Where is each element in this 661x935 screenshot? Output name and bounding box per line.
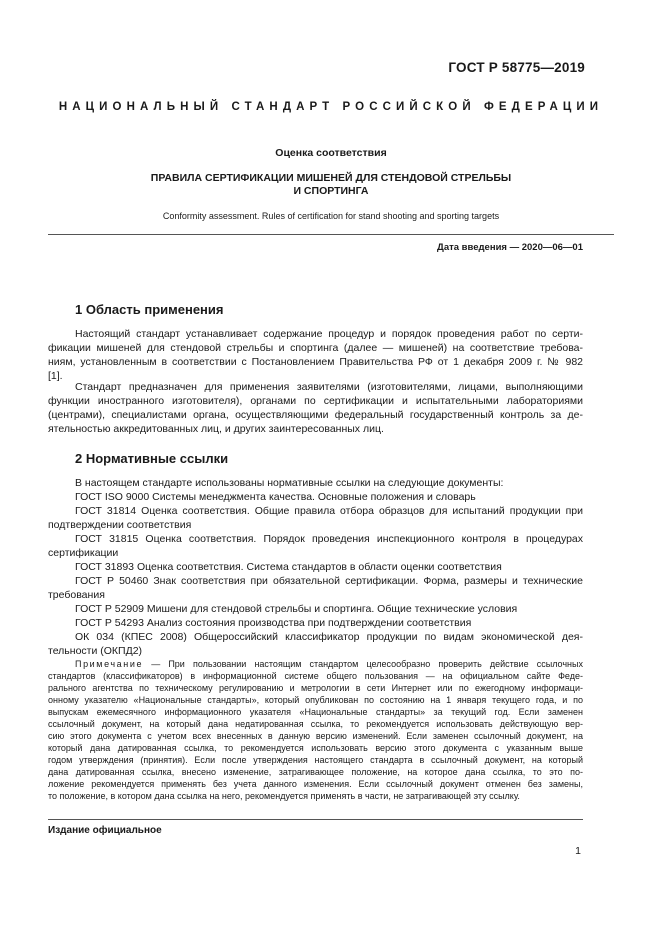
text-line: фикации мишеней для стендовой стрельбы и спортинга (далее — мишеней) на соответствие требова-	[48, 342, 583, 354]
text-line: (центрами), специалистами органа, осуществляющими федеральный государственный контроль за де-	[48, 409, 583, 421]
official-edition-label: Издание официальное	[48, 825, 162, 836]
introduction-date: Дата введения — 2020—06—01	[437, 242, 583, 253]
reference-item: ГОСТ 31893 Оценка соответствия. Система стандартов в области оценки соответствия	[75, 561, 502, 573]
note-line: ложение рекомендуется применять без учета данного изменения. Если ссылочный документ отменен без замены,	[48, 779, 583, 789]
reference-item: ГОСТ 31815 Оценка соответствия. Порядок проведения инспекционного контроля в процедурах	[75, 533, 583, 545]
reference-item-continuation: тельности (ОКПД2)	[48, 645, 143, 657]
reference-item: ГОСТ 31814 Оценка соответствия. Общие правила отбора образцов для испытаний продукции при	[75, 505, 583, 517]
note-line: рального агентства по техническому регулированию и метрологии в сети Интернет или по ежегодному информаци-	[48, 683, 583, 693]
note-line: который дана датированная ссылка, то рекомендуется использовать версию этого документа с указанным выше	[48, 743, 583, 753]
text-line: ниям, установленным в соответствии с Постановлением Правительства РФ от 1 декабря 2009 г. № 982	[48, 356, 583, 368]
text-line: Стандарт предназначен для применения заявителями (изготовителями, лицами, выполняющими	[75, 381, 583, 393]
note-line: онному указателю «Национальные стандарты», который опубликован по состоянию на 1 января текущего года, и по	[48, 695, 583, 705]
document-number: ГОСТ Р 58775—2019	[448, 60, 585, 75]
standard-title-line: ПРАВИЛА СЕРТИФИКАЦИИ МИШЕНЕЙ ДЛЯ СТЕНДОВОЙ СТРЕЛЬБЫ	[150, 172, 512, 184]
references-list	[48, 476, 583, 658]
reference-item-continuation: сертификации	[48, 547, 119, 559]
national-standard-heading: НАЦИОНАЛЬНЫЙ СТАНДАРТ РОССИЙСКОЙ ФЕДЕРАЦИИ	[58, 101, 604, 113]
reference-item: ГОСТ ISO 9000 Системы менеджмента качества. Основные положения и словарь	[75, 491, 476, 503]
text-line: [1].	[48, 370, 63, 382]
note-line: дана датированная ссылка, внесено изменение, затрагивающее положение, на которое дана ссылка, то это по-	[48, 767, 583, 777]
reference-item-continuation: требования	[48, 589, 105, 601]
note-line: ссылочный документ, на который дана недатированная ссылка, то рекомендуется использовать действующую вер-	[48, 719, 583, 729]
note-line: стандартов (классификаторов) в информационной системе общего пользования — на официальном сайте Феде-	[48, 671, 583, 681]
note-line: годом утверждения (принятия). Если после утверждения настоящего стандарта в ссылочный документ, на который	[48, 755, 583, 765]
page-number: 1	[575, 845, 581, 857]
reference-item-continuation: подтверждении соответствия	[48, 519, 192, 531]
reference-item: ГОСТ Р 52909 Мишени для стендовой стрельбы и спортинга. Общие технические условия	[75, 603, 518, 615]
divider	[48, 234, 614, 235]
standard-title	[48, 172, 614, 198]
reference-item: ГОСТ Р 50460 Знак соответствия при обязательной сертификации. Форма, размеры и технические	[75, 575, 583, 587]
note-first-line	[48, 658, 583, 670]
note-line: то положение, в котором дана ссылка на него, рекомендуется применять в части, не затрагивающей эту ссылку.	[48, 791, 520, 801]
reference-item: ОК 034 (КПЕС 2008) Общероссийский классификатор продукции по видам экономической дея-	[75, 631, 583, 643]
text-line: ятельностью аккредитованных лиц, и других заинтересованных лиц.	[48, 423, 384, 435]
divider	[48, 819, 583, 820]
paragraph	[48, 327, 583, 383]
reference-item: ГОСТ Р 54293 Анализ состояния производства при подтверждении соответствия	[75, 617, 472, 629]
text-line: В настоящем стандарте использованы нормативные ссылки на следующие документы:	[75, 477, 504, 489]
note-block	[48, 658, 583, 802]
paragraph	[48, 380, 583, 436]
note-text: — При пользовании настоящим стандартом целесообразно проверить действие ссылочных	[143, 659, 583, 669]
standard-title-line: И СПОРТИНГА	[293, 185, 369, 197]
note-line: выпускам ежемесячного информационного указателя «Национальные стандарты» за текущий год. Если заменен	[48, 707, 583, 717]
standard-category: Оценка соответствия	[275, 147, 387, 159]
text-line: функции иностранного изготовителя), органами по сертификации и испытательными лабораториями	[48, 395, 583, 407]
note-label: Примечание	[75, 659, 144, 669]
section-heading: 2 Нормативные ссылки	[75, 451, 229, 466]
english-title: Conformity assessment. Rules of certification for stand shooting and sporting targets	[162, 211, 500, 221]
section-heading: 1 Область применения	[75, 302, 224, 317]
note-line: сию этого документа с учетом всех внесенных в данную версию изменений. Если заменен ссылочный документ, на	[48, 731, 583, 741]
text-line: Настоящий стандарт устанавливает содержание процедур и порядок проведения работ по серти-	[75, 328, 583, 340]
